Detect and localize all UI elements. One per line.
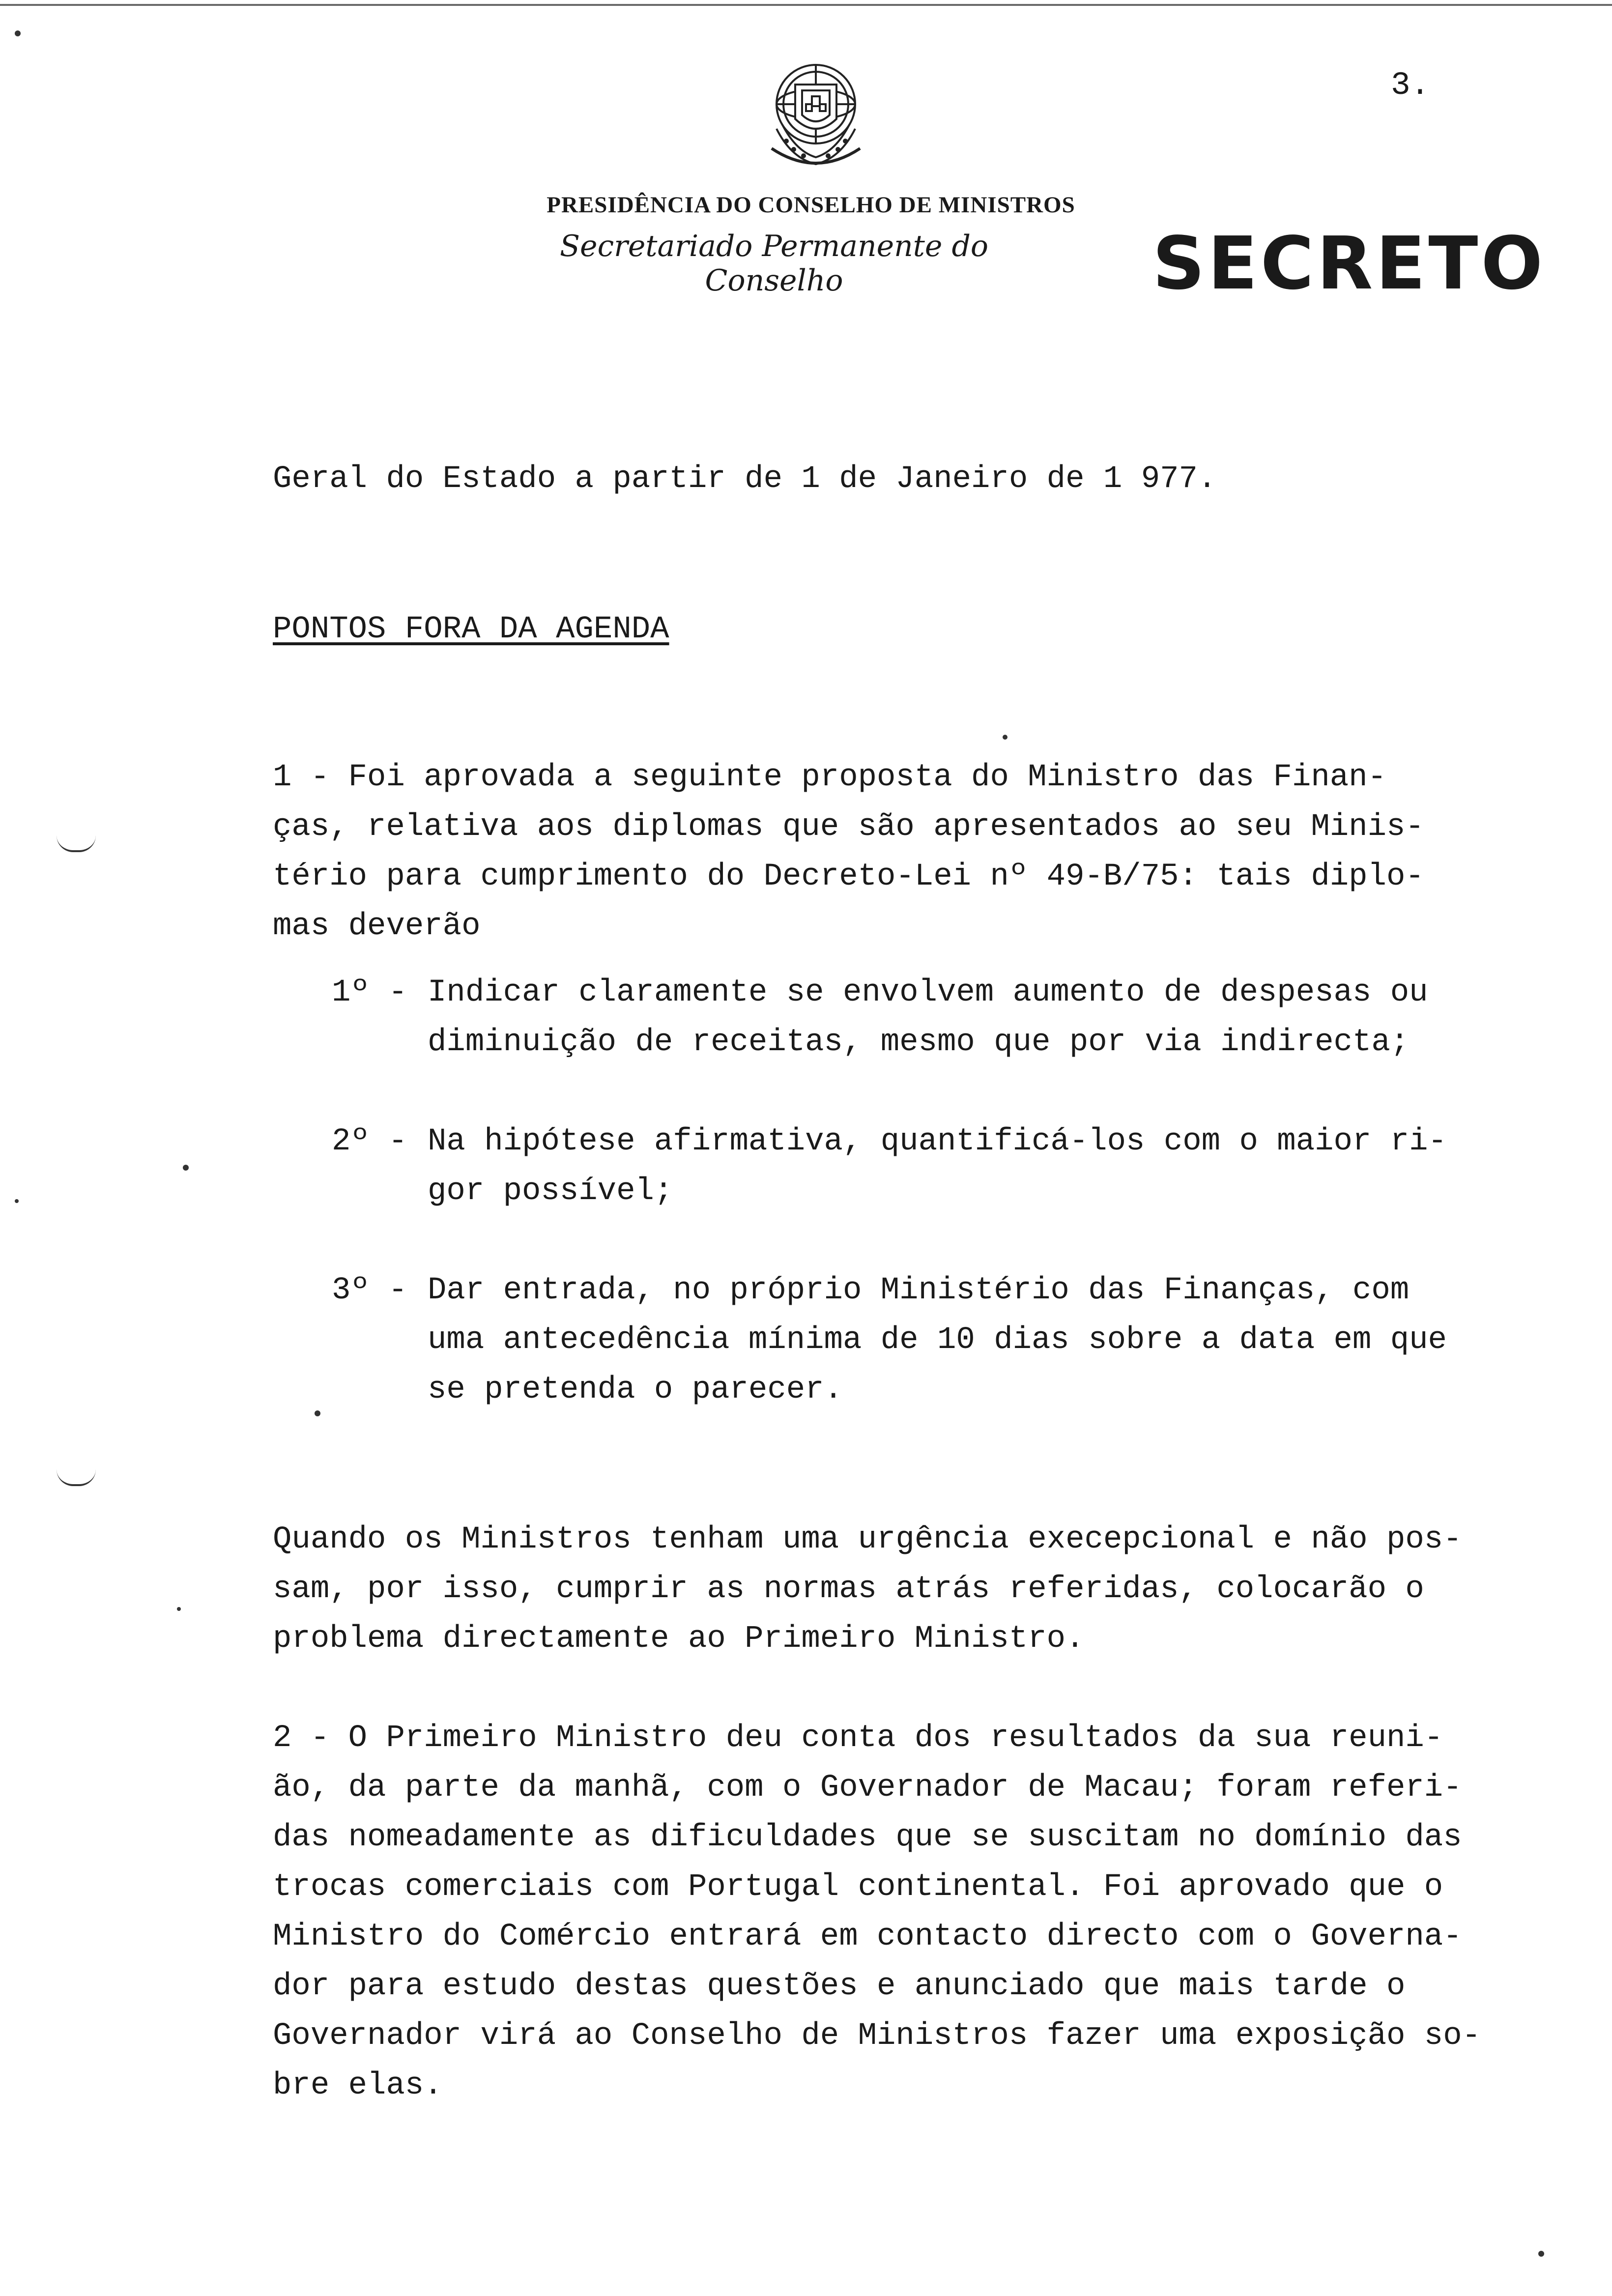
scan-speck [315, 1410, 320, 1416]
classification-stamp: SECRETO [1152, 221, 1546, 306]
closing-line: sam, por isso, cumprir as normas atrás referidas, colocarão o [273, 1572, 1424, 1607]
item-2-line: das nomeadamente as dificuldades que se suscitam no domínio das [273, 1820, 1462, 1855]
scan-speck [1003, 735, 1008, 740]
scan-speck [15, 1199, 19, 1203]
subitem-number: 3º - [332, 1273, 407, 1308]
subitem-number: 1º - [332, 975, 407, 1010]
margin-mark [57, 1469, 96, 1486]
subitem-line: Indicar claramente se envolvem aumento de despesas ou [428, 975, 1428, 1010]
section-heading: PONTOS FORA DA AGENDA [273, 612, 669, 647]
subitem-line: uma antecedência mínima de 10 dias sobre a data em que [428, 1322, 1447, 1358]
scan-speck [1538, 2251, 1544, 2257]
scan-speck [177, 1607, 181, 1611]
item-2-line: trocas comerciais com Portugal continental. Foi aprovado que o [273, 1869, 1443, 1905]
organization-name: PRESIDÊNCIA DO CONSELHO DE MINISTROS [547, 192, 1075, 218]
subitem-line: Na hipótese afirmativa, quantificá-los com o maior ri- [428, 1124, 1447, 1159]
item-1-line: ças, relativa aos diplomas que são apresentados ao seu Minis- [273, 809, 1424, 845]
subitem-line: diminuição de receitas, mesmo que por via indirecta; [428, 1025, 1410, 1060]
item-2-line: Ministro do Comércio entrará em contacto directo com o Governa- [273, 1919, 1462, 1954]
item-1-line: tério para cumprimento do Decreto-Lei nº 49-B/75: tais diplo- [273, 859, 1424, 894]
item-2-line: dor para estudo destas questões e anunciado que mais tarde o [273, 1969, 1406, 2004]
department-name: Secretariado Permanente do Conselho [559, 229, 989, 298]
item-2-line: Governador virá ao Conselho de Ministros fazer uma exposição so- [273, 2018, 1481, 2054]
scan-speck [15, 30, 21, 36]
page-number: 3. [1391, 67, 1430, 104]
subitem-line: Dar entrada, no próprio Ministério das Finanças, com [428, 1273, 1410, 1308]
item-2-line: 2 - O Primeiro Ministro deu conta dos resultados da sua reuni- [273, 1721, 1443, 1756]
subitem-line: se pretenda o parecer. [428, 1372, 843, 1407]
closing-line: problema directamente ao Primeiro Ministro. [273, 1621, 1085, 1657]
top-edge-rule [0, 4, 1612, 6]
subitem-number: 2º - [332, 1124, 407, 1159]
margin-mark [57, 835, 96, 852]
item-1-line: mas deverão [273, 909, 481, 944]
item-2-line: bre elas. [273, 2068, 443, 2103]
scan-speck [183, 1165, 189, 1171]
coat-of-arms-icon [757, 55, 875, 178]
item-2-line: ão, da parte da manhã, com o Governador de Macau; foram referi- [273, 1770, 1462, 1806]
closing-line: Quando os Ministros tenham uma urgência execepcional e não pos- [273, 1522, 1462, 1557]
subitem-line: gor possível; [428, 1174, 673, 1209]
opening-line: Geral do Estado a partir de 1 de Janeiro de 1 977. [273, 461, 1217, 497]
item-1-line: 1 - Foi aprovada a seguinte proposta do Ministro das Finan- [273, 760, 1386, 795]
